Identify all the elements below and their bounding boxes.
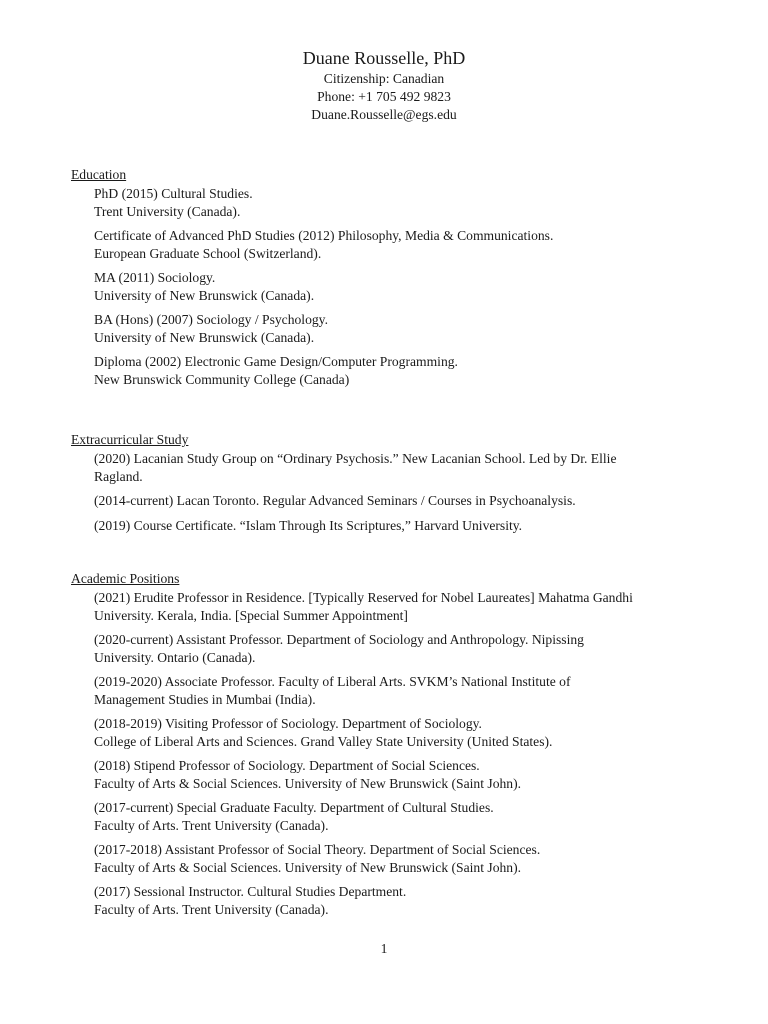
entry-line: PhD (2015) Cultural Studies. <box>94 186 253 201</box>
citizenship-line: Citizenship: Canadian <box>323 71 445 86</box>
entry-line: Management Studies in Mumbai (India). <box>94 691 316 707</box>
list-item <box>94 757 711 792</box>
entry-line: (2017-2018) Assistant Professor of Social Theory. Department of Social Sciences. <box>94 842 541 857</box>
academic-entries <box>71 589 711 918</box>
entry-line: Certificate of Advanced PhD Studies (2012) Philosophy, Media & Communications. <box>94 228 554 243</box>
entry-line: College of Liberal Arts and Sciences. Grand Valley State University (United States). <box>94 733 553 749</box>
entry-line: Diploma (2002) Electronic Game Design/Computer Programming. <box>94 354 458 369</box>
section-title-academic: Academic Positions <box>71 571 180 586</box>
list-item <box>94 799 711 834</box>
list-item <box>94 673 711 708</box>
section-title-extracurricular: Extracurricular Study <box>71 432 189 447</box>
entry-line: BA (Hons) (2007) Sociology / Psychology. <box>94 312 328 327</box>
entry-line: (2021) Erudite Professor in Residence. [Typically Reserved for Nobel Laureates] Mahatma Gandhi <box>94 590 633 605</box>
list-item <box>94 450 711 485</box>
list-item <box>94 631 711 666</box>
entry-line: (2018) Stipend Professor of Sociology. Department of Social Sciences. <box>94 758 480 773</box>
list-item <box>94 311 711 346</box>
entry-line: Faculty of Arts. Trent University (Canada). <box>94 901 329 917</box>
entry-line: (2014-current) Lacan Toronto. Regular Advanced Seminars / Courses in Psychoanalysis. <box>94 493 576 508</box>
list-item <box>94 589 711 624</box>
entry-line: (2019-2020) Associate Professor. Faculty of Liberal Arts. SVKM’s National Institute of <box>94 674 571 689</box>
entry-line: (2017) Sessional Instructor. Cultural Studies Department. <box>94 884 407 899</box>
entry-line: (2017-current) Special Graduate Faculty. Department of Cultural Studies. <box>94 800 494 815</box>
entry-line: (2020) Lacanian Study Group on “Ordinary Psychosis.” New Lacanian School. Led by Dr. Ellie <box>94 451 617 466</box>
entry-line: New Brunswick Community College (Canada) <box>94 371 350 387</box>
entry-line: University. Kerala, India. [Special Summer Appointment] <box>94 607 408 623</box>
cv-header <box>0 46 768 124</box>
extracurricular-entries <box>71 450 711 534</box>
phone-line: Phone: +1 705 492 9823 <box>317 89 451 104</box>
list-item <box>94 841 711 876</box>
email-line: Duane.Rousselle@egs.edu <box>311 107 457 122</box>
entry-line: Ragland. <box>94 468 143 484</box>
entry-line: Faculty of Arts. Trent University (Canada). <box>94 817 329 833</box>
section-title-education: Education <box>71 167 127 182</box>
entry-line: (2018-2019) Visiting Professor of Sociology. Department of Sociology. <box>94 716 482 731</box>
education-entries <box>71 185 711 388</box>
list-item <box>94 353 711 388</box>
education-section <box>71 166 711 395</box>
entry-line: (2019) Course Certificate. “Islam Through Its Scriptures,” Harvard University. <box>94 517 523 533</box>
academic-section <box>71 570 711 925</box>
entry-line: University. Ontario (Canada). <box>94 649 256 665</box>
page-number: 1 <box>380 941 388 956</box>
list-item <box>94 517 711 535</box>
list-item <box>94 269 711 304</box>
entry-line: Trent University (Canada). <box>94 203 241 219</box>
list-item <box>94 715 711 750</box>
list-item <box>94 883 711 918</box>
list-item <box>94 227 711 262</box>
list-item <box>94 185 711 220</box>
entry-line: European Graduate School (Switzerland). <box>94 245 322 261</box>
entry-line: Faculty of Arts & Social Sciences. University of New Brunswick (Saint John). <box>94 859 522 875</box>
entry-line: University of New Brunswick (Canada). <box>94 287 315 303</box>
entry-line: (2020-current) Assistant Professor. Department of Sociology and Anthropology. Nipissing <box>94 632 584 647</box>
entry-line: MA (2011) Sociology. <box>94 270 216 285</box>
entry-line: Faculty of Arts & Social Sciences. University of New Brunswick (Saint John). <box>94 775 522 791</box>
list-item <box>94 492 711 510</box>
entry-line: University of New Brunswick (Canada). <box>94 329 315 345</box>
author-name: Duane Rousselle, PhD <box>302 48 466 68</box>
extracurricular-section <box>71 431 711 541</box>
